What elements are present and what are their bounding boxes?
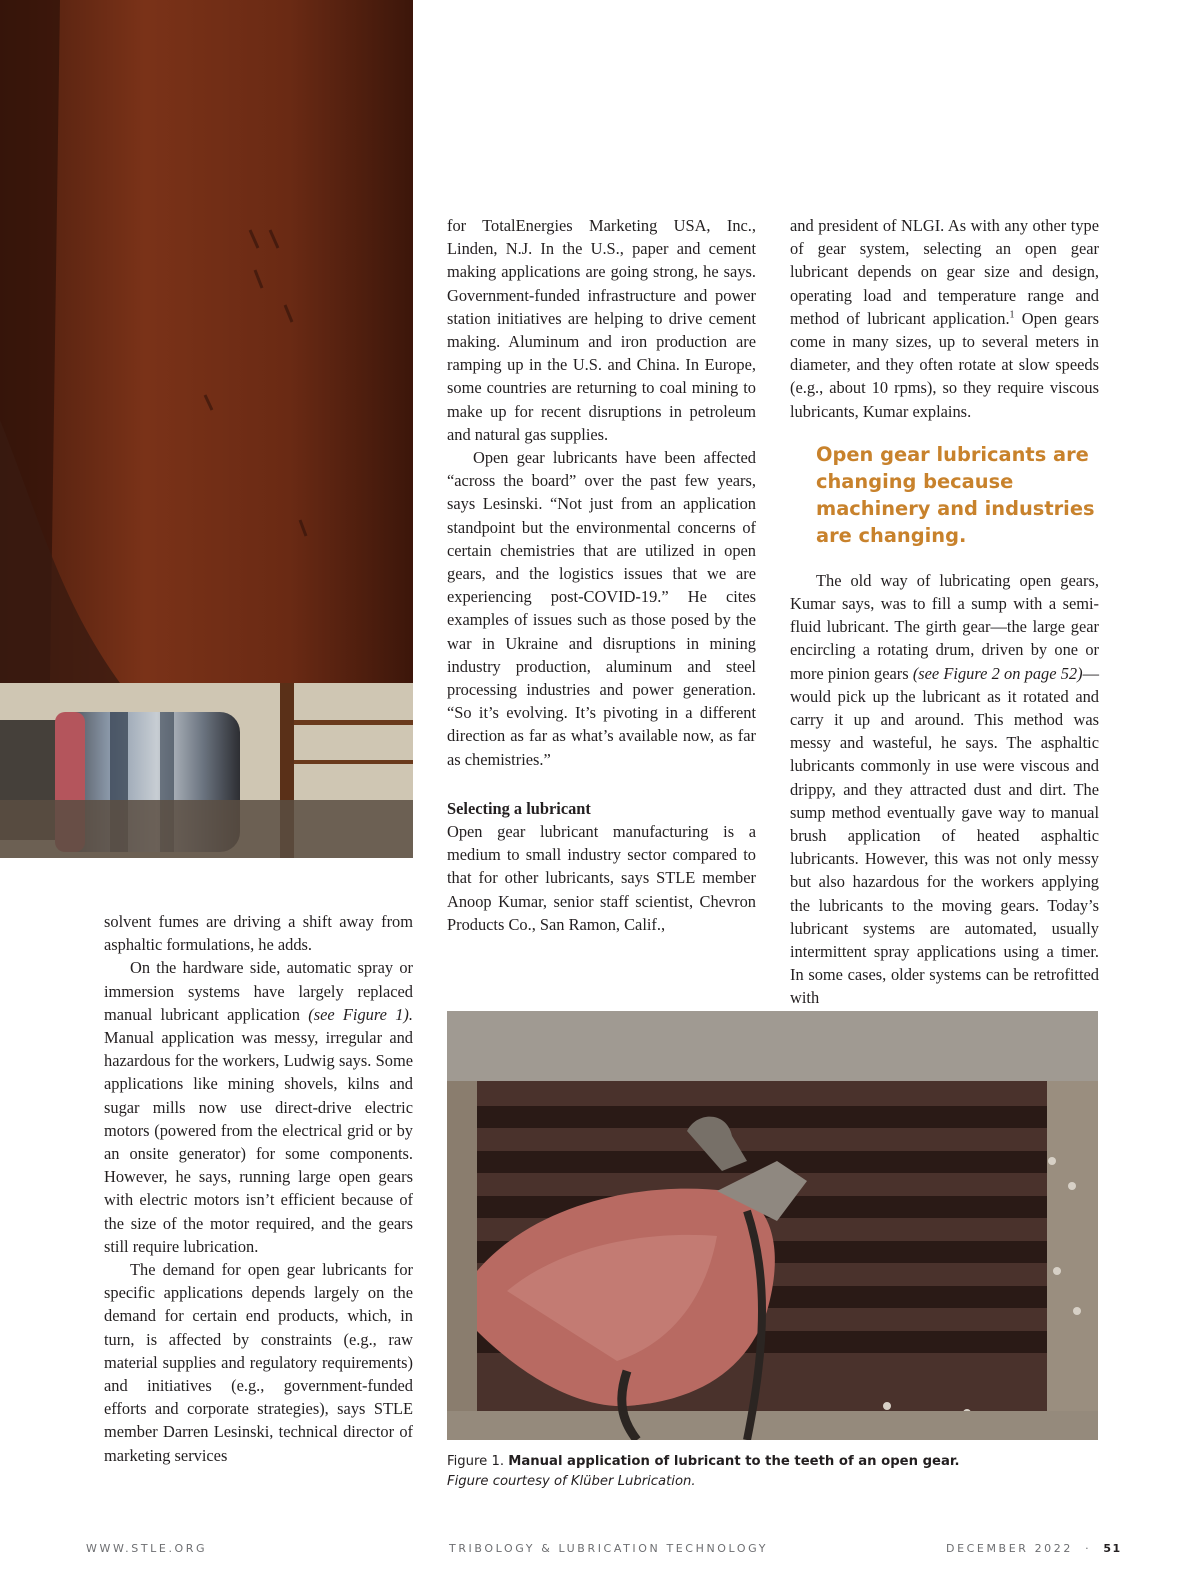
paragraph bbox=[104, 956, 413, 1258]
pull-quote: Open gear lubricants are changing because machinery and industries are changing. bbox=[816, 442, 1095, 547]
paragraph: Open gear lubricant manufacturing is a medium to small industry sector compared to that for other lubricants, says STLE member Anoop Kumar, senior staff scientist, Chevron Products Co., San Ramon, Calif., bbox=[447, 822, 756, 934]
text-run: —would pick up the lubricant as it rotated and carry it up and around. This method was messy and wasteful, he says. The asphaltic lubricants commonly in use were viscous and drippy, and they attracted dust and dirt. The sump method eventually gave way to manual brush application of heated asphaltic lubricants. However, this was not only messy but also hazardous for the workers applying the lubricants to the moving gears. Today’s lubricant systems are automated, usually intermittent spray applications using a timer. In some cases, older systems can be retrofitted with bbox=[790, 663, 1099, 1008]
section-heading: Selecting a lubricant bbox=[447, 798, 591, 818]
figure-caption bbox=[447, 1452, 1098, 1491]
paragraph bbox=[790, 214, 1099, 423]
figure-reference: (see Figure 2 on page 52) bbox=[912, 663, 1083, 683]
footer-issue bbox=[946, 1542, 1122, 1555]
text-run: On the hardware side, automatic spray or immersion systems have largely replaced manual lubricant application bbox=[104, 958, 413, 1024]
page-number: 51 bbox=[1103, 1542, 1122, 1555]
paragraph: Open gear lubricants have been affected “across the board” over the past few years, says Lesinski. “Not just from an application standpoint but the environmental concerns of certain chemistries that are utilized in open gears, and the logistics issues that we are experiencing post-COVID-19.” He cites examples of issues such as those posed by the war in Ukraine and disruptions in mining industry production, aluminum and steel processing industries and power generation. “So it’s evolving. It’s pivoting in a different direction as far as what’s available now, as far as chemistries.” bbox=[447, 448, 756, 769]
text-run: Manual application was messy, irregular and hazardous for the workers, Ludwig says. Some applications like mining shovels, kilns and sugar mills now use direct-drive electric motors (powered from the electrical grid or by an onsite generator) for some components. However, he says, running large open gears with electric motors isn’t efficient because of the size of the motor required, and the gears still require lubrication. bbox=[104, 1028, 413, 1256]
figure-reference: (see Figure 1). bbox=[308, 1004, 413, 1024]
issue-date: DECEMBER 2022 bbox=[946, 1542, 1073, 1555]
article-column-left bbox=[104, 910, 413, 1467]
text-run: and president of NLGI. As with any other type of gear system, selecting an open gear lubricant depends on gear size and design, operating load and temperature range and method of lubricant application. bbox=[790, 216, 1099, 328]
text-run: The old way of lubricating open gears, Kumar says, was to fill a sump with a semi-fluid lubricant. The girth gear—the large gear encircling a rotating drum, driven by one or more pinion gears bbox=[790, 570, 1099, 683]
figure-1-photo bbox=[447, 1011, 1098, 1440]
article-column-right bbox=[790, 214, 1099, 1010]
drum-photo bbox=[0, 0, 413, 858]
footer-magazine-title: TRIBOLOGY & LUBRICATION TECHNOLOGY bbox=[449, 1542, 769, 1555]
footnote-reference: 1 bbox=[1009, 309, 1015, 321]
figure-1-illustration bbox=[447, 1011, 1098, 1440]
paragraph bbox=[790, 569, 1099, 1010]
figure-label: Figure 1. bbox=[447, 1454, 505, 1469]
footer-separator: · bbox=[1085, 1542, 1092, 1555]
paragraph: solvent fumes are driving a shift away from asphaltic formulations, he adds. bbox=[104, 912, 413, 955]
article-column-middle bbox=[447, 214, 756, 936]
paragraph: for TotalEnergies Marketing USA, Inc., Linden, N.J. In the U.S., paper and cement making applications are going strong, he says. Government-funded infrastructure and power station initiatives are helping to drive cement making. Aluminum and iron production are ramping up in the U.S. and China. In Europe, some countries are returning to coal mining to make up for recent disruptions in petroleum and natural gas supplies. bbox=[447, 216, 756, 444]
text-run: Open gears come in many sizes, up to several meters in diameter, and they often rotate at slow speeds (e.g., about 10 rpms), so they require viscous lubricants, Kumar explains. bbox=[790, 308, 1099, 421]
footer-website: WWW.STLE.ORG bbox=[86, 1542, 208, 1555]
paragraph: The demand for open gear lubricants for specific applications depends largely on the demand for certain end products, which, in turn, is affected by constraints (e.g., raw material supplies and regulatory requirements) and initiatives (e.g., government-funded efforts and corporate strategies), says STLE member Darren Lesinski, technical director of marketing services bbox=[104, 1260, 413, 1465]
figure-credit: Figure courtesy of Klüber Lubrication. bbox=[447, 1473, 696, 1489]
figure-title: Manual application of lubricant to the teeth of an open gear. bbox=[508, 1454, 960, 1469]
drum-photo-illustration bbox=[0, 0, 413, 858]
